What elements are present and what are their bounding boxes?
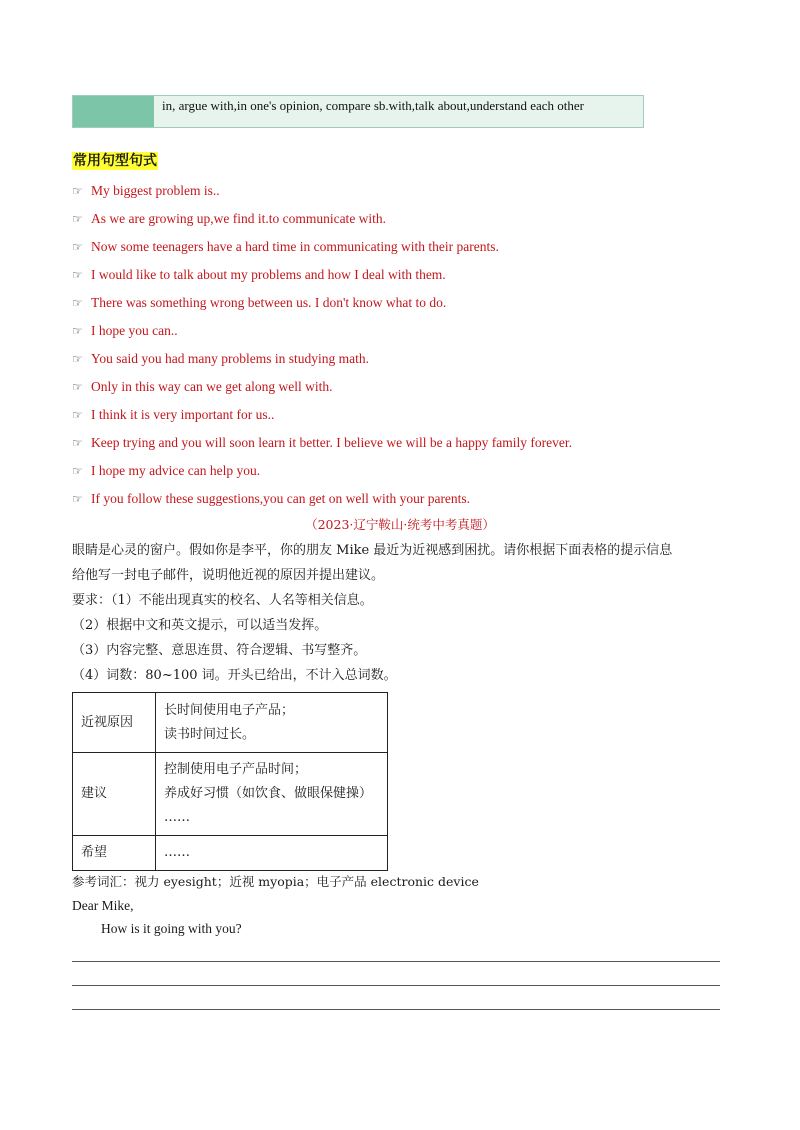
pointing-hand-icon: ☞ <box>72 408 83 422</box>
pointing-hand-icon: ☞ <box>72 464 83 478</box>
sentence-text: My biggest problem is.. <box>91 183 220 198</box>
row-line: …… <box>164 845 190 860</box>
requirement-4: （4）词数：80~100 词。开头已给出，不计入总词数。 <box>72 668 397 683</box>
sentence-text: As we are growing up,we find it.to communicate with. <box>91 211 387 226</box>
sentence-item <box>72 177 752 205</box>
row-content <box>156 753 388 836</box>
sentence-text: You said you had many problems in studying math. <box>91 351 369 366</box>
exam-source: （2023·辽宁鞍山·统考中考真题） <box>305 517 495 532</box>
row-label: 建议 <box>73 753 156 836</box>
sentence-text: I would like to talk about my problems and how I deal with them. <box>91 267 446 282</box>
writing-line[interactable] <box>72 985 720 986</box>
sentence-item <box>72 289 752 317</box>
reference-vocabulary: 参考词汇：视力 eyesight；近视 myopia；电子产品 electronic device <box>72 874 479 889</box>
sentence-item <box>72 345 752 373</box>
row-content <box>156 693 388 753</box>
pointing-hand-icon: ☞ <box>72 352 83 366</box>
prompt-table <box>72 692 388 871</box>
sentence-text: Now some teenagers have a hard time in communicating with their parents. <box>91 239 499 254</box>
sentence-text: I think it is very important for us.. <box>91 407 275 422</box>
sentence-text: I hope you can.. <box>91 323 178 338</box>
phrase-table-text: in, argue with,in one's opinion, compare sb.with,talk about,understand each other <box>154 96 643 127</box>
requirement-3: （3）内容完整、意思连贯、符合逻辑、书写整齐。 <box>72 643 367 658</box>
phrase-table-lead-cell <box>73 96 154 127</box>
row-content <box>156 836 388 871</box>
pointing-hand-icon: ☞ <box>72 324 83 338</box>
row-line: 读书时间过长。 <box>164 726 256 742</box>
letter-opening: How is it going with you? <box>101 921 242 936</box>
row-line: …… <box>164 810 190 825</box>
sentence-item <box>72 205 752 233</box>
requirement-2: （2）根据中文和英文提示，可以适当发挥。 <box>72 618 328 633</box>
writing-line[interactable] <box>72 961 720 962</box>
row-line: 控制使用电子产品时间； <box>164 762 308 777</box>
sentence-list <box>72 177 752 513</box>
pointing-hand-icon: ☞ <box>72 268 83 282</box>
row-label: 近视原因 <box>73 693 156 753</box>
sentence-text: There was something wrong between us. I don't know what to do. <box>91 295 447 310</box>
sentence-item <box>72 429 752 457</box>
row-line: 长时间使用电子产品； <box>164 702 295 718</box>
sentence-item <box>72 317 752 345</box>
sentence-text: If you follow these suggestions,you can get on well with your parents. <box>91 491 471 506</box>
pointing-hand-icon: ☞ <box>72 240 83 254</box>
sentence-text: Keep trying and you will soon learn it better. I believe we will be a happy family forever. <box>91 435 572 450</box>
sentence-item <box>72 401 752 429</box>
sentence-item <box>72 261 752 289</box>
sentence-text: I hope my advice can help you. <box>91 463 261 478</box>
table-row <box>73 836 388 871</box>
sentence-item <box>72 373 752 401</box>
sentence-item <box>72 233 752 261</box>
table-row <box>73 753 388 836</box>
pointing-hand-icon: ☞ <box>72 296 83 310</box>
row-label: 希望 <box>73 836 156 871</box>
section-title: 常用句型句式 <box>73 153 157 169</box>
table-row <box>73 693 388 753</box>
writing-line[interactable] <box>72 1009 720 1010</box>
intro-line-2: 给他写一封电子邮件，说明他近视的原因并提出建议。 <box>72 568 385 583</box>
pointing-hand-icon: ☞ <box>72 492 83 506</box>
phrase-table <box>72 95 644 128</box>
sentence-item <box>72 457 752 485</box>
pointing-hand-icon: ☞ <box>72 380 83 394</box>
pointing-hand-icon: ☞ <box>72 184 83 198</box>
sentence-text: Only in this way can we get along well with. <box>91 379 333 394</box>
letter-salutation: Dear Mike, <box>72 898 134 913</box>
intro-line-1: 眼睛是心灵的窗户。假如你是李平，你的朋友 Mike 最近为近视感到困扰。请你根据下面表格的提示信息 <box>72 543 673 558</box>
pointing-hand-icon: ☞ <box>72 212 83 226</box>
pointing-hand-icon: ☞ <box>72 436 83 450</box>
requirement-1: 要求：（1）不能出现真实的校名、人名等相关信息。 <box>72 593 373 608</box>
row-line: 养成好习惯（如饮食、做眼保健操） <box>164 786 373 801</box>
sentence-item <box>72 485 752 513</box>
